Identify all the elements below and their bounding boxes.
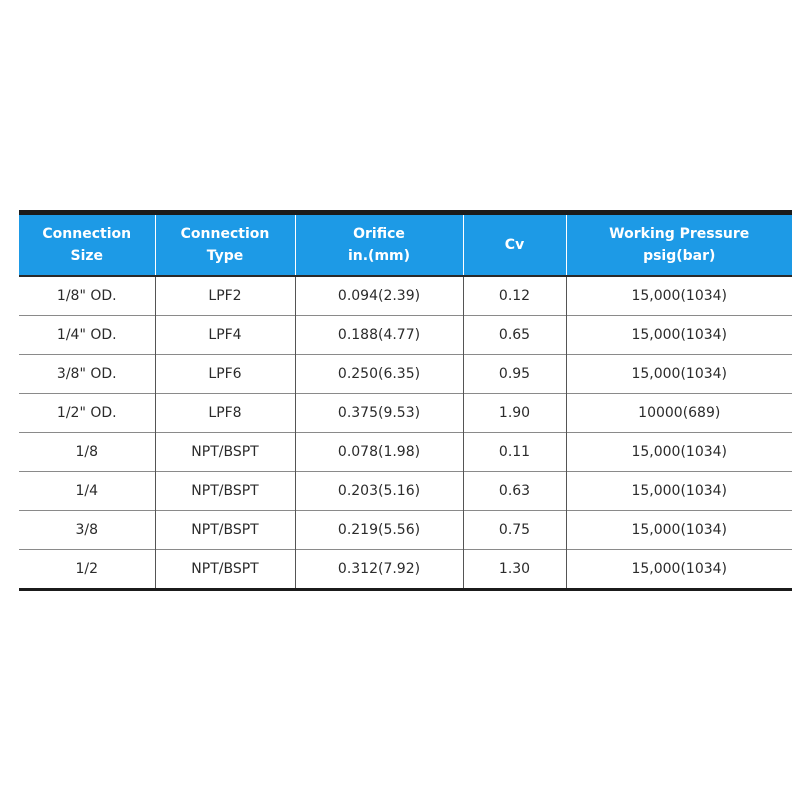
table-row (19, 550, 792, 590)
cell-working-pressure: 15,000(1034) (566, 433, 792, 472)
cell-connection-size: 3/8" OD. (19, 355, 155, 394)
cell-connection-type: LPF2 (155, 276, 295, 316)
cell-orifice: 0.094(2.39) (295, 276, 463, 316)
cell-orifice: 0.375(9.53) (295, 394, 463, 433)
cell-orifice: 0.219(5.56) (295, 511, 463, 550)
table-row (19, 511, 792, 550)
table-row (19, 355, 792, 394)
cell-connection-type: NPT/BSPT (155, 511, 295, 550)
cell-cv: 0.65 (463, 316, 566, 355)
cell-orifice: 0.203(5.16) (295, 472, 463, 511)
table-body (19, 276, 792, 590)
cell-orifice: 0.250(6.35) (295, 355, 463, 394)
header-line: Working Pressure (609, 226, 750, 242)
cell-orifice: 0.188(4.77) (295, 316, 463, 355)
header-cv (463, 213, 566, 277)
cell-connection-type: LPF8 (155, 394, 295, 433)
cell-working-pressure: 15,000(1034) (566, 316, 792, 355)
table-row (19, 472, 792, 511)
cell-connection-size: 1/4" OD. (19, 316, 155, 355)
header-connection-type (155, 213, 295, 277)
header-line: in.(mm) (347, 248, 411, 264)
cell-connection-type: LPF4 (155, 316, 295, 355)
cell-connection-size: 1/2 (19, 550, 155, 590)
header-row (19, 213, 792, 277)
cell-connection-type: NPT/BSPT (155, 550, 295, 590)
header-line: Cv (504, 237, 525, 253)
cell-connection-size: 1/2" OD. (19, 394, 155, 433)
cell-cv: 0.63 (463, 472, 566, 511)
header-line: Connection (42, 226, 132, 242)
cell-connection-type: NPT/BSPT (155, 472, 295, 511)
cell-working-pressure: 15,000(1034) (566, 511, 792, 550)
cell-cv: 0.75 (463, 511, 566, 550)
table-row (19, 276, 792, 316)
header-orifice (295, 213, 463, 277)
table-header (19, 213, 792, 277)
cell-orifice: 0.078(1.98) (295, 433, 463, 472)
cell-cv: 0.11 (463, 433, 566, 472)
cell-cv: 0.12 (463, 276, 566, 316)
specifications-table (19, 210, 792, 591)
cell-working-pressure: 15,000(1034) (566, 472, 792, 511)
cell-cv: 0.95 (463, 355, 566, 394)
cell-connection-size: 1/4 (19, 472, 155, 511)
header-line: psig(bar) (643, 248, 716, 264)
header-line: Orifice (353, 226, 405, 242)
table-row (19, 433, 792, 472)
header-line: Connection (180, 226, 270, 242)
cell-working-pressure: 15,000(1034) (566, 550, 792, 590)
header-line: Size (70, 248, 104, 264)
cell-working-pressure: 15,000(1034) (566, 276, 792, 316)
cell-working-pressure: 10000(689) (566, 394, 792, 433)
cell-connection-size: 1/8" OD. (56, 288, 117, 304)
cell-connection-size: 1/8 (19, 433, 155, 472)
cell-connection-type: NPT/BSPT (155, 433, 295, 472)
header-connection-size (19, 213, 155, 277)
cell-orifice: 0.312(7.92) (295, 550, 463, 590)
cell-connection-size: 3/8 (19, 511, 155, 550)
cell-working-pressure: 15,000(1034) (566, 355, 792, 394)
header-line: Type (206, 248, 244, 264)
table-row (19, 394, 792, 433)
cell-connection-type: LPF6 (155, 355, 295, 394)
cell-cv: 1.90 (463, 394, 566, 433)
header-working-pressure (566, 213, 792, 277)
table-row (19, 316, 792, 355)
cell-cv: 1.30 (463, 550, 566, 590)
